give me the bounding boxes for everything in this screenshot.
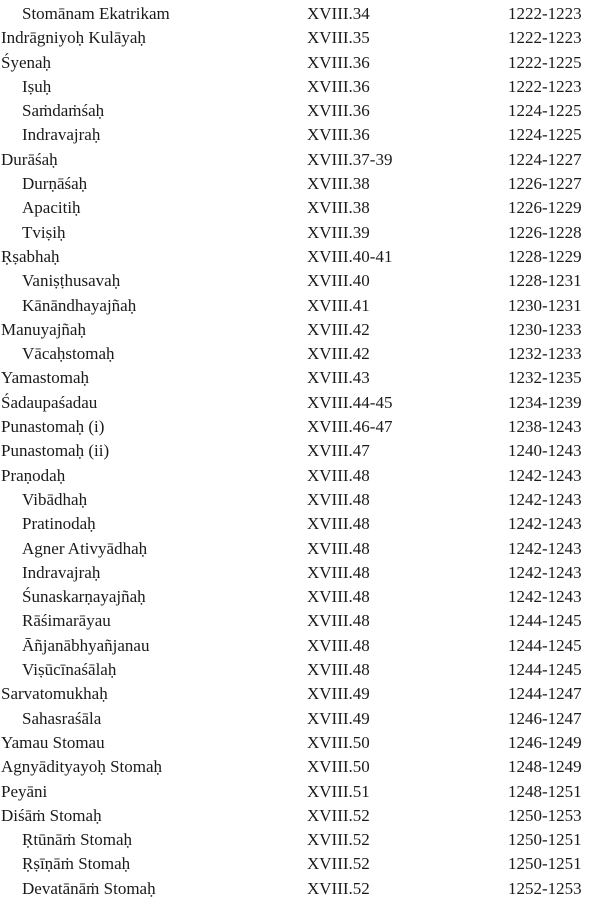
index-pages: 1242-1243	[508, 587, 582, 607]
index-reference: XVIII.51	[307, 781, 370, 801]
index-term: Durṇāśaḥ	[22, 174, 88, 194]
index-row	[0, 123, 600, 147]
index-term: Agner Ativyādhaḥ	[22, 538, 148, 558]
index-row	[0, 366, 600, 390]
index-reference: XVIII.40-41	[307, 246, 393, 266]
index-row	[0, 585, 600, 609]
index-row	[0, 828, 600, 852]
index-term: Indravajraḥ	[22, 562, 101, 582]
index-reference: XVIII.52	[307, 878, 370, 898]
index-row	[0, 682, 600, 706]
index-pages: 1224-1227	[508, 149, 582, 169]
index-pages: 1222-1223	[508, 76, 582, 96]
index-reference: XVIII.48	[307, 587, 370, 607]
index-pages: 1228-1229	[508, 246, 582, 266]
index-pages: 1250-1251	[508, 830, 582, 850]
index-pages: 1244-1245	[508, 611, 582, 631]
index-term: Diśāṁ Stomaḥ	[1, 805, 102, 825]
index-reference: XVIII.48	[307, 635, 370, 655]
index-row	[0, 755, 600, 779]
index-row	[0, 804, 600, 828]
index-term: Praṇodaḥ	[1, 465, 66, 485]
index-row	[0, 221, 600, 245]
index-pages: 1250-1253	[508, 805, 582, 825]
index-row	[0, 294, 600, 318]
index-term: Iṣuḥ	[22, 76, 52, 96]
index-reference: XVIII.36	[307, 101, 370, 121]
index-term: Yamastomaḥ	[1, 368, 89, 388]
index-reference: XVIII.48	[307, 465, 370, 485]
index-row	[0, 658, 600, 682]
index-pages: 1234-1239	[508, 392, 582, 412]
index-row	[0, 512, 600, 536]
index-row	[0, 537, 600, 561]
index-term: Śadaupaśadau	[1, 392, 98, 412]
index-row	[0, 148, 600, 172]
index-row	[0, 780, 600, 804]
index-reference: XVIII.35	[307, 28, 370, 48]
index-reference: XVIII.50	[307, 732, 370, 752]
index-term: Śyenaḥ	[1, 52, 52, 72]
index-pages: 1228-1231	[508, 271, 582, 291]
index-row	[0, 318, 600, 342]
index-row	[0, 634, 600, 658]
index-term: Sahasraśāla	[22, 708, 102, 728]
index-pages: 1242-1243	[508, 562, 582, 582]
index-row	[0, 707, 600, 731]
index-pages: 1248-1249	[508, 757, 582, 777]
index-term: Devatānāṁ Stomaḥ	[22, 878, 156, 898]
index-reference: XVIII.46-47	[307, 417, 393, 437]
index-term: Vibādhaḥ	[22, 489, 88, 509]
index-term: Rāśimarāyau	[22, 611, 111, 631]
index-reference: XVIII.48	[307, 611, 370, 631]
index-reference: XVIII.37-39	[307, 149, 393, 169]
index-pages: 1226-1227	[508, 174, 582, 194]
index-row	[0, 488, 600, 512]
index-pages: 1230-1233	[508, 319, 582, 339]
index-reference: XVIII.52	[307, 830, 370, 850]
index-term: Kānāndhayajñaḥ	[22, 295, 137, 315]
index-term: Āñjanābhyañjanau	[22, 635, 150, 655]
index-reference: XVIII.34	[307, 4, 370, 23]
index-reference: XVIII.36	[307, 76, 370, 96]
index-term: Indrāgniyoḥ Kulāyaḥ	[1, 28, 146, 48]
index-reference: XVIII.36	[307, 52, 370, 72]
index-reference: XVIII.48	[307, 660, 370, 680]
index-term: Durāśaḥ	[1, 149, 58, 169]
index-term: Tviṣiḥ	[22, 222, 66, 242]
index-reference: XVIII.41	[307, 295, 370, 315]
index-reference: XVIII.48	[307, 562, 370, 582]
index-term: Ṛṣīṇāṁ Stomaḥ	[22, 854, 131, 874]
index-reference: XVIII.39	[307, 222, 370, 242]
index-term: Pratinodaḥ	[22, 514, 96, 534]
index-reference: XVIII.48	[307, 514, 370, 534]
index-pages: 1250-1251	[508, 854, 582, 874]
index-row	[0, 99, 600, 123]
index-row	[0, 561, 600, 585]
index-reference: XVIII.38	[307, 198, 370, 218]
index-pages: 1244-1245	[508, 635, 582, 655]
index-term: Yamau Stomau	[1, 732, 105, 752]
index-pages: 1222-1225	[508, 52, 582, 72]
index-row	[0, 439, 600, 463]
index-pages: 1224-1225	[508, 101, 582, 121]
index-pages: 1230-1231	[508, 295, 582, 315]
index-reference: XVIII.52	[307, 854, 370, 874]
index-pages: 1248-1251	[508, 781, 582, 801]
index-pages: 1232-1235	[508, 368, 582, 388]
index-pages: 1240-1243	[508, 441, 582, 461]
index-row	[0, 196, 600, 220]
index-term: Apacitiḥ	[22, 198, 81, 218]
index-term: Vaniṣṭhusavaḥ	[22, 271, 121, 291]
index-row	[0, 391, 600, 415]
index-reference: XVIII.44-45	[307, 392, 393, 412]
index-row	[0, 2, 600, 26]
index-row	[0, 609, 600, 633]
index-row	[0, 415, 600, 439]
index-reference: XVIII.38	[307, 174, 370, 194]
index-pages: 1252-1253	[508, 878, 582, 898]
index-row	[0, 877, 600, 901]
index-row	[0, 26, 600, 50]
index-pages: 1222-1223	[508, 4, 582, 23]
index-reference: XVIII.36	[307, 125, 370, 145]
index-pages: 1226-1228	[508, 222, 582, 242]
index-term: Indravajraḥ	[22, 125, 101, 145]
index-pages: 1238-1243	[508, 417, 582, 437]
index-term: Śunaskarṇayajñaḥ	[22, 587, 146, 607]
index-term: Vācaḥstomaḥ	[22, 344, 115, 364]
index-reference: XVIII.48	[307, 538, 370, 558]
index-reference: XVIII.42	[307, 319, 370, 339]
index-term: Sarvatomukhaḥ	[1, 684, 108, 704]
index-row	[0, 51, 600, 75]
index-row	[0, 75, 600, 99]
index-reference: XVIII.50	[307, 757, 370, 777]
index-pages: 1224-1225	[508, 125, 582, 145]
index-pages: 1244-1247	[508, 684, 582, 704]
index-row	[0, 852, 600, 876]
index-reference: XVIII.49	[307, 684, 370, 704]
index-term: Ṛtūnāṁ Stomaḥ	[22, 830, 133, 850]
index-term: Viṣūcīnaśālaḥ	[22, 660, 117, 680]
index-term: Stomānam Ekatrikam	[22, 4, 170, 23]
index-pages: 1242-1243	[508, 465, 582, 485]
index-row	[0, 172, 600, 196]
index-term: Peyāni	[1, 781, 48, 801]
index-reference: XVIII.52	[307, 805, 370, 825]
index-term: Manuyajñaḥ	[1, 319, 86, 339]
index-reference: XVIII.42	[307, 344, 370, 364]
index-row	[0, 342, 600, 366]
index-reference: XVIII.43	[307, 368, 370, 388]
index-pages: 1222-1223	[508, 28, 582, 48]
index-term: Punastomaḥ (i)	[1, 417, 105, 437]
index-reference: XVIII.49	[307, 708, 370, 728]
index-pages: 1242-1243	[508, 538, 582, 558]
index-row	[0, 464, 600, 488]
index-term: Saṁdaṁśaḥ	[22, 101, 105, 121]
index-term: Ṛṣabhaḥ	[1, 246, 60, 266]
index-pages: 1242-1243	[508, 514, 582, 534]
index-reference: XVIII.47	[307, 441, 370, 461]
index-reference: XVIII.40	[307, 271, 370, 291]
index-row	[0, 269, 600, 293]
index-pages: 1244-1245	[508, 660, 582, 680]
index-row	[0, 245, 600, 269]
index-pages: 1246-1249	[508, 732, 582, 752]
index-term: Punastomaḥ (ii)	[1, 441, 110, 461]
index-pages: 1246-1247	[508, 708, 582, 728]
index-pages: 1226-1229	[508, 198, 582, 218]
index-row	[0, 731, 600, 755]
index-pages: 1242-1243	[508, 489, 582, 509]
index-pages: 1232-1233	[508, 344, 582, 364]
index-reference: XVIII.48	[307, 489, 370, 509]
index-term: Agnyādityayoḥ Stomaḥ	[1, 757, 163, 777]
